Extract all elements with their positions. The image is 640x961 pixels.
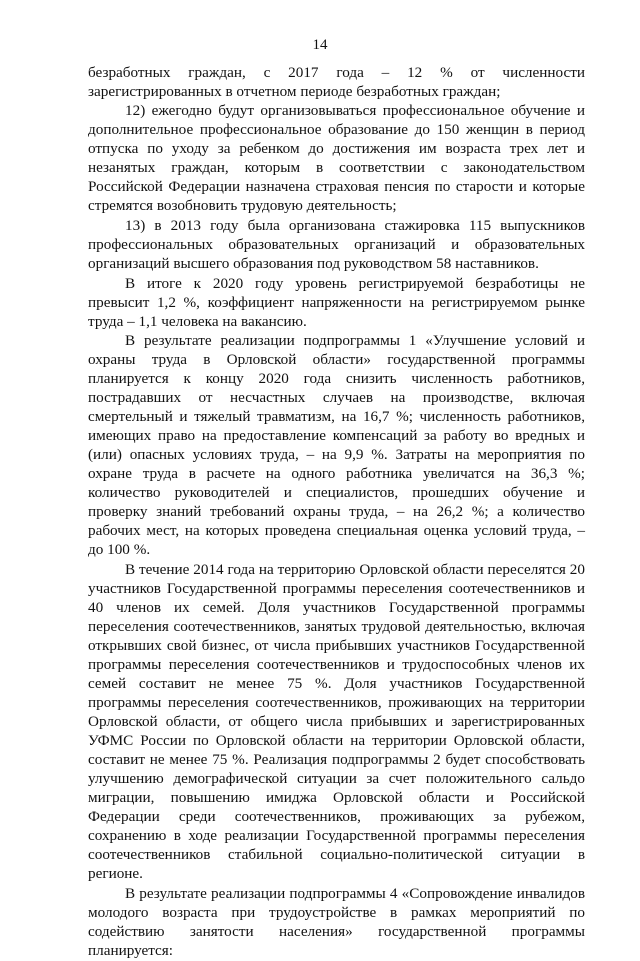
paragraph-subprogram-1: В результате реализации подпрограммы 1 «Улучшение условий и охраны труда в Орловской области» государственной программы планируется к концу 2020 года снизить численность работников, пострадавших от несчастных случаев на производстве, включая смертельный и тяжелый травматизм, на 16,7 %; численность работников, имеющих право на предоставление компенсаций за работу во вредных и (или) опасных условиях труда, – на 9,9 %. Затраты на мероприятия по охране труда в расчете на одного работника увеличатся на 36,3 %; количество руководителей и специалистов, прошедших обучение и проверку знаний требований охраны труда, – на 26,2 %; а количество рабочих мест, на которых проведена специальная оценка условий труда, – до 100 %.	[88, 332, 585, 558]
paragraph-subprogram-4: В результате реализации подпрограммы 4 «Сопровождение инвалидов молодого возраста при трудоустройстве в рамках мероприятий по содействию занятости населения» государственной программы планируется:	[88, 884, 585, 959]
paragraph-resettlement: В течение 2014 года на территорию Орловской области переселятся 20 участников Государственной программы переселения соотечественников и 40 членов их семей. Доля участников Государственной программы переселения соотечественников, занятых трудовой деятельностью, включая открывших свой бизнес, от числа прибывших участников Государственной программы переселения соотечественников и трудоспособных членов их семей составит не менее 75 %. Доля участников Государственной программы переселения соотечественников, проживающих на территории Орловской области, от общего числа прибывших и зарегистрированных УФМС России по Орловской области на территории Орловской области, составит не менее 75 %. Реализация подпрограммы 2 будет способствовать улучшению демографической ситуации за счет положительного сальдо миграции, повышению имиджа Орловской области и Российской Федерации среди соотечественников, проживающих за рубежом, сохранению в ходе реализации Государственной программы переселения соотечественников стабильной социально-политической ситуации в регионе.	[88, 561, 585, 882]
document-body	[88, 64, 585, 961]
paragraph-unemployment-outcome: В итоге к 2020 году уровень регистрируемой безработицы не превысит 1,2 %, коэффициент напряженности на регистрируемом рынке труда – 1,1 человека на вакансию.	[88, 275, 585, 331]
paragraph-continuation: безработных граждан, с 2017 года – 12 % от численности зарегистрированных в отчетном периоде безработных граждан;	[88, 64, 585, 100]
page-number: 14	[312, 37, 328, 53]
paragraph-item-12: 12) ежегодно будут организовываться профессиональное обучение и дополнительное профессиональное образование до 150 женщин в период отпуска по уходу за ребенком до достижения им возраста трех лет и незанятых граждан, которым в соответствии с законодательством Российской Федерации назначена страховая пенсия по старости и которые стремятся возобновить трудовую деятельность;	[88, 101, 585, 214]
paragraph-item-13: 13) в 2013 году была организована стажировка 115 выпускников профессиональных образовательных организаций и образовательных организаций высшего образования под руководством 58 наставников.	[88, 217, 585, 273]
